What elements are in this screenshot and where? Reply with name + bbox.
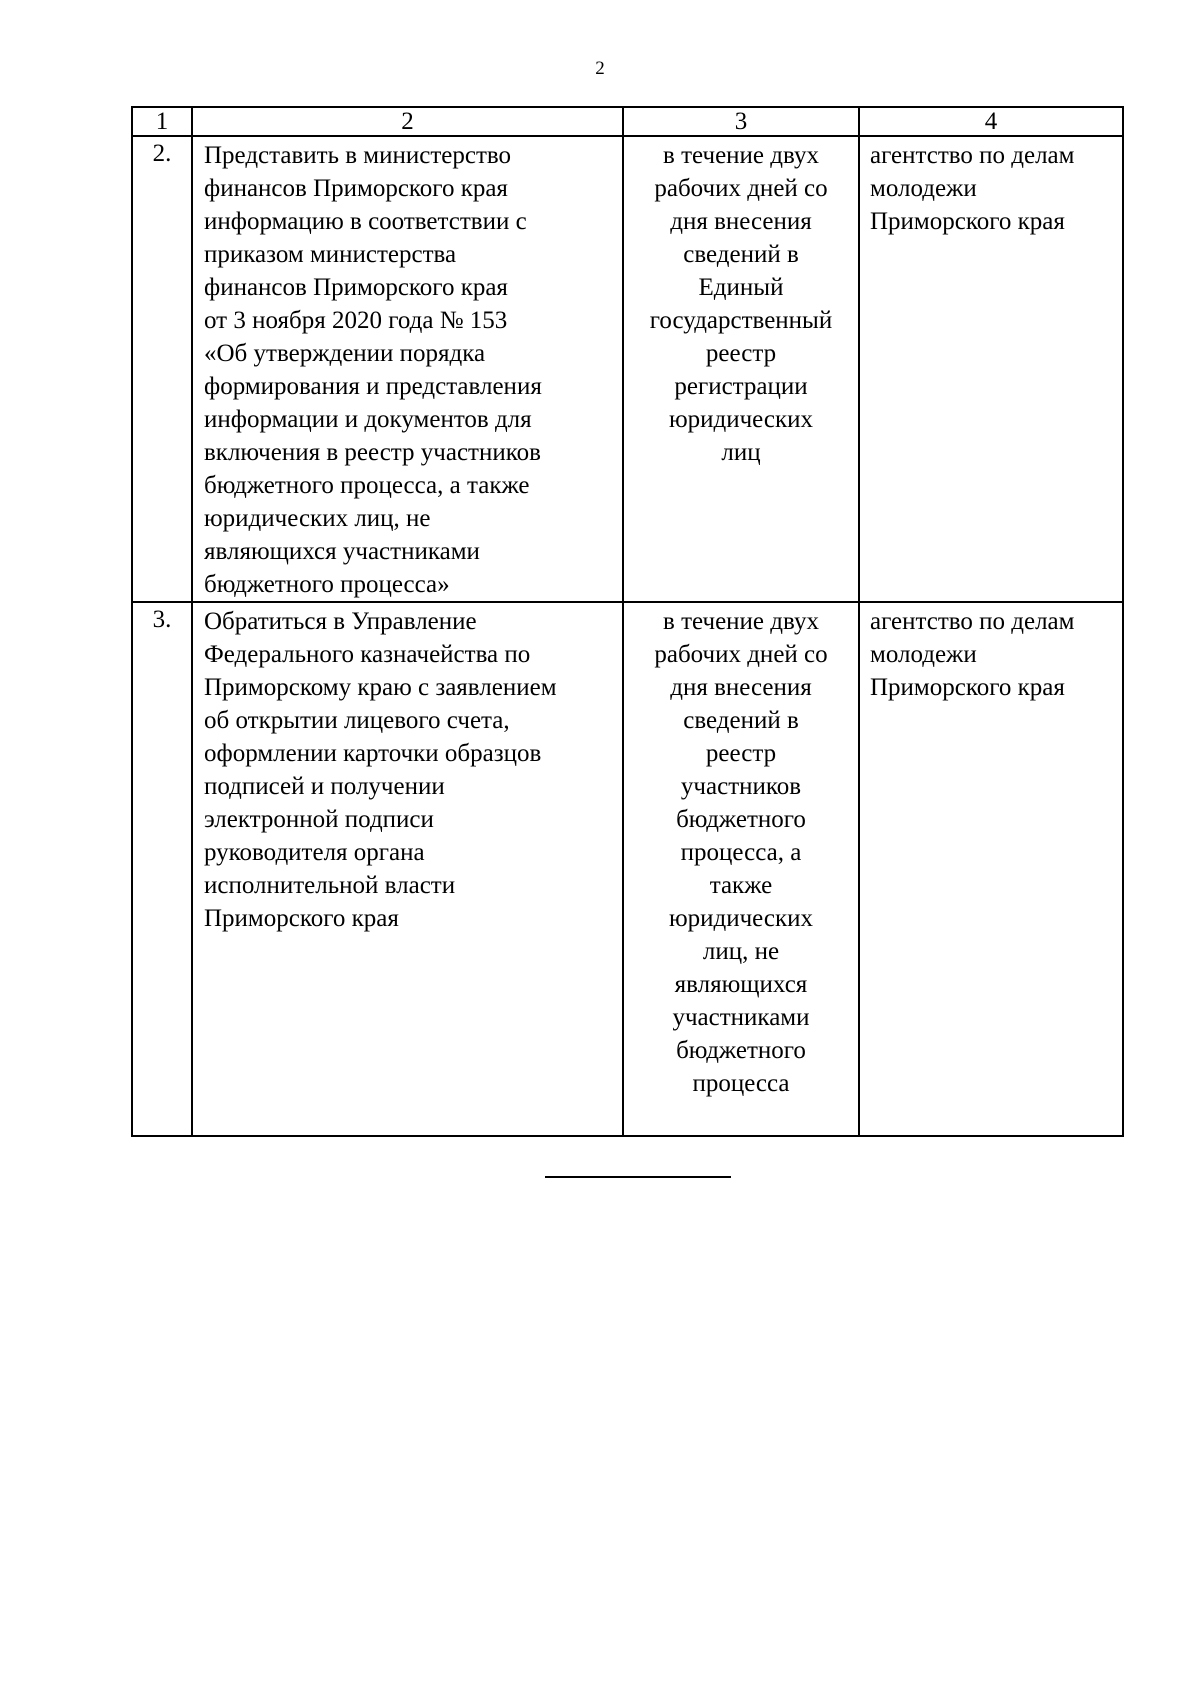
term-cell: в течение двух рабочих дней со дня внесения сведений в Единый государственный реестр регистрации юридических лиц xyxy=(623,136,859,602)
term-cell: в течение двух рабочих дней со дня внесения сведений в реестр участников бюджетного процесса, а также юридических лиц, не являющихся участниками бюджетного процесса xyxy=(623,602,859,1136)
row-number: 3. xyxy=(132,602,192,1136)
table-row xyxy=(132,602,1123,1136)
row-number: 2. xyxy=(132,136,192,602)
column-number-4: 4 xyxy=(859,107,1123,136)
end-of-document-divider xyxy=(545,1176,731,1178)
column-number-3: 3 xyxy=(623,107,859,136)
action-plan-table xyxy=(131,106,1124,1137)
action-cell: Обратиться в Управление Федерального казначейства по Приморскому краю с заявлением об открытии лицевого счета, оформлении карточки образцов подписей и получении электронной подписи руководителя органа исполнительной власти Приморского края xyxy=(192,602,623,1136)
responsible-cell: агентство по делам молодежи Приморского края xyxy=(859,136,1123,602)
responsible-cell: агентство по делам молодежи Приморского края xyxy=(859,602,1123,1136)
column-number-1: 1 xyxy=(132,107,192,136)
action-cell: Представить в министерство финансов Приморского края информацию в соответствии с приказом министерства финансов Приморского края от 3 ноября 2020 года № 153 «Об утверждении порядка формирования и представления информации и документов для включения в реестр участников бюджетного процесса, а также юридических лиц, не являющихся участниками бюджетного процесса» xyxy=(192,136,623,602)
table-row xyxy=(132,136,1123,602)
page-number: 2 xyxy=(595,58,605,79)
table-header-row xyxy=(132,107,1123,136)
column-number-2: 2 xyxy=(192,107,623,136)
